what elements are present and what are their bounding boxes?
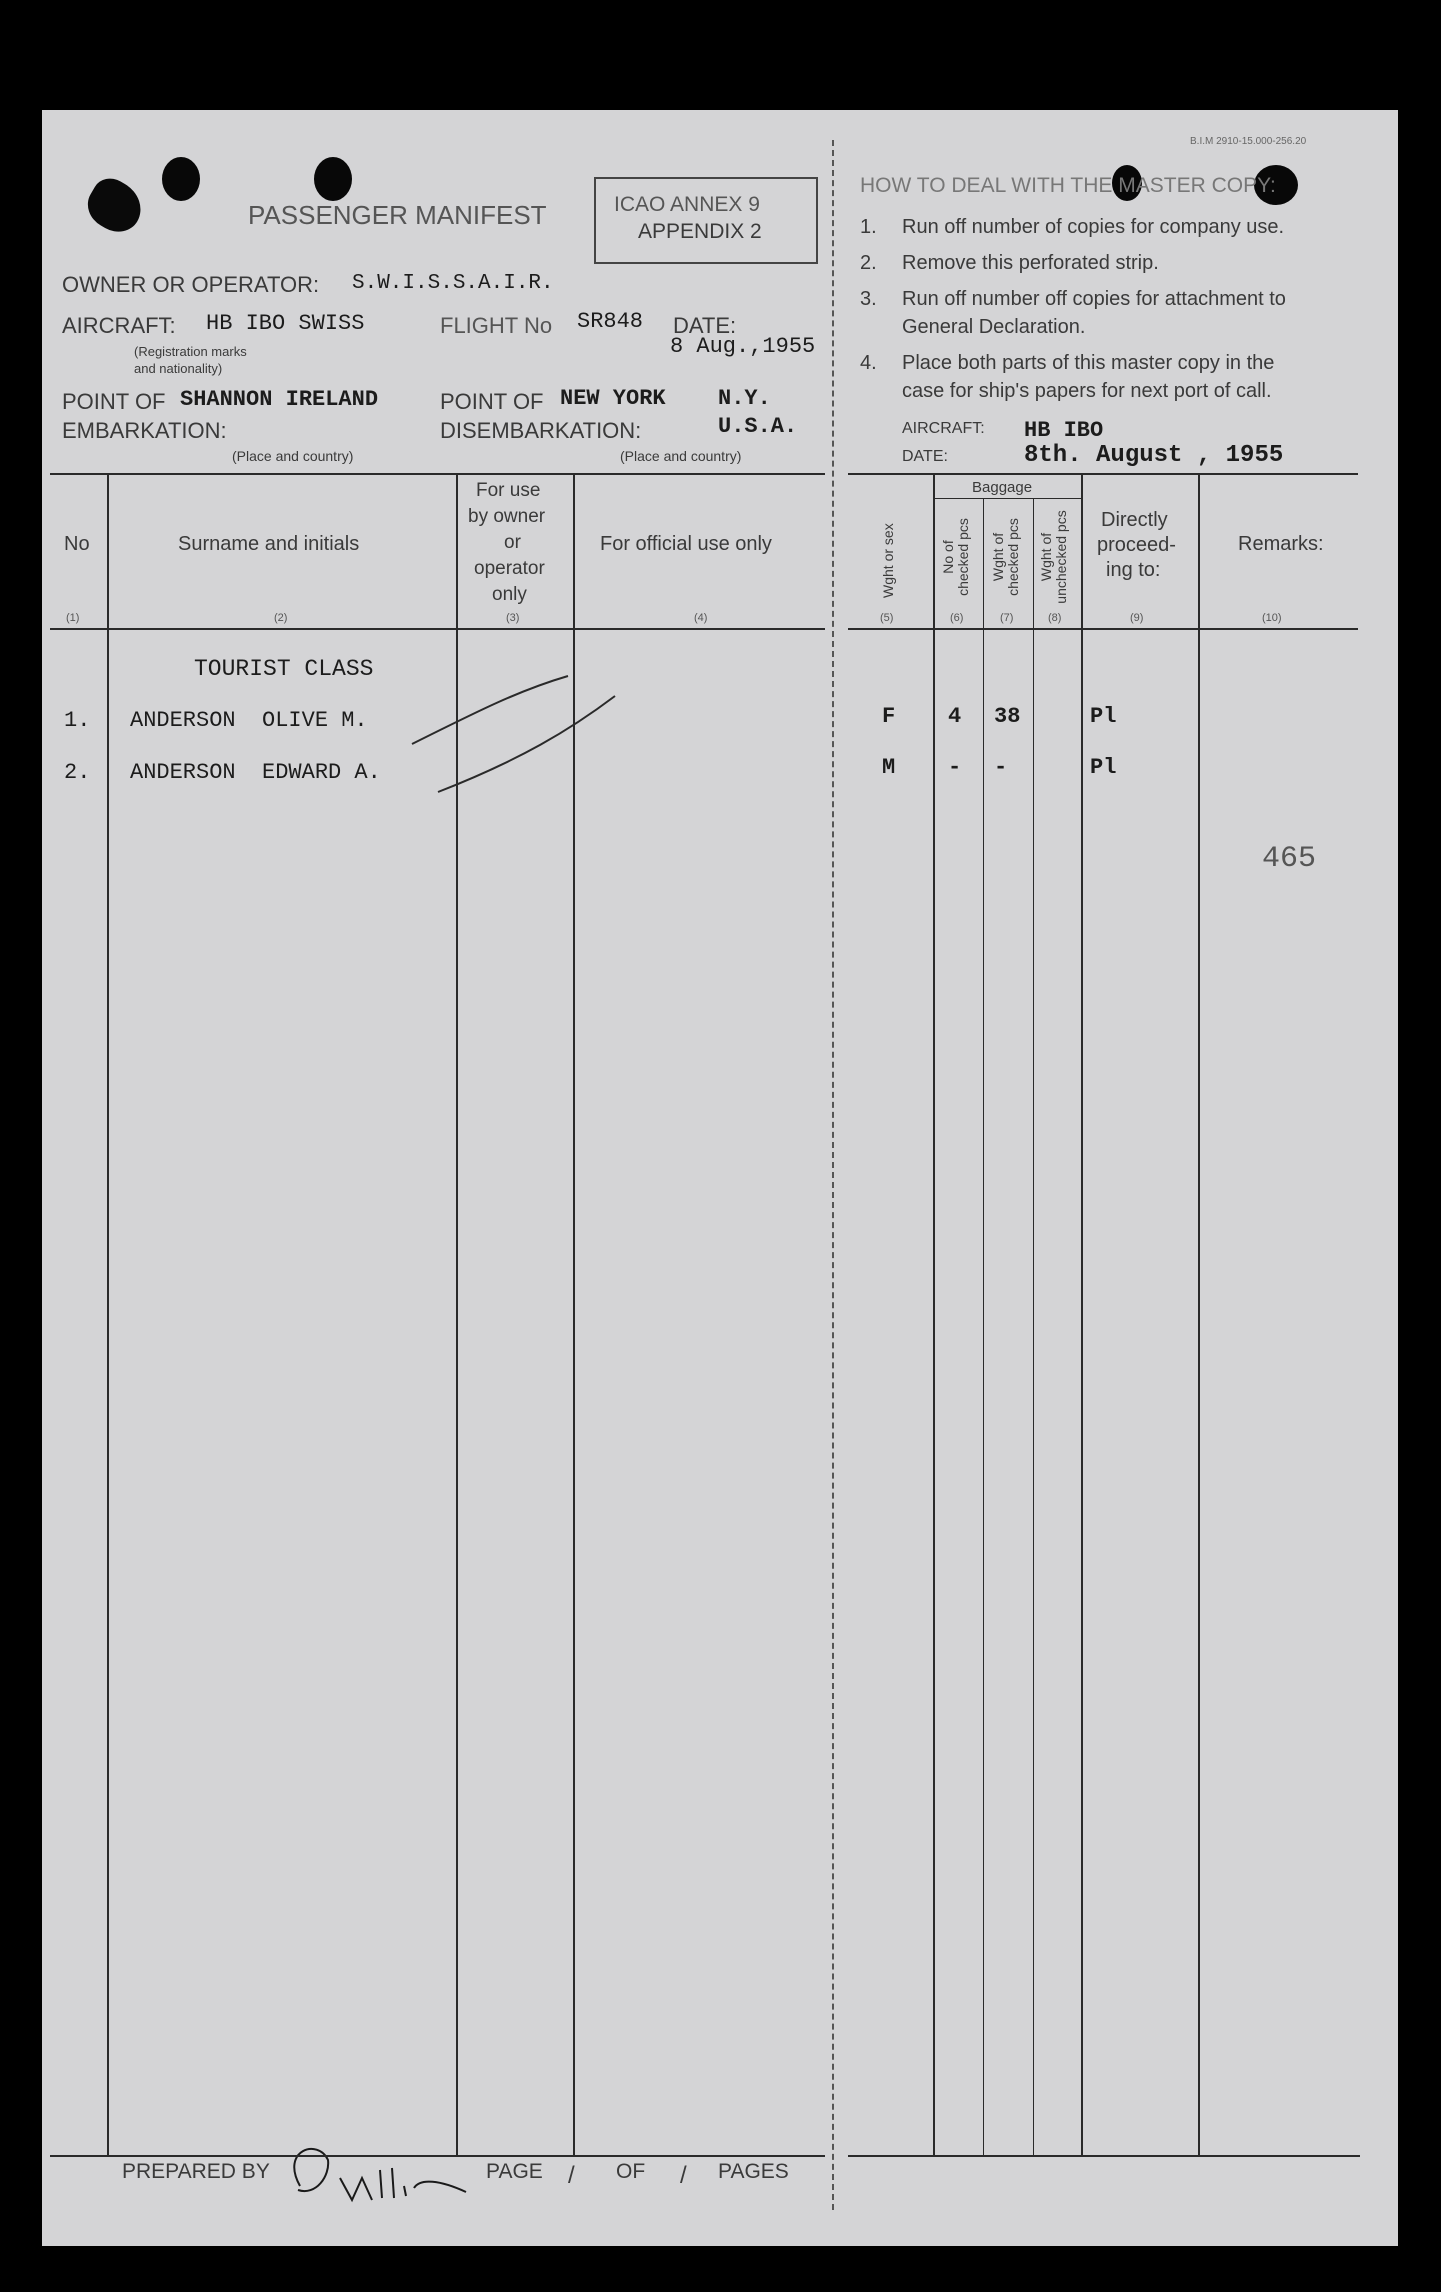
row-2-no: 2. — [64, 760, 91, 785]
footer-line-right — [848, 2155, 1360, 2157]
col-header-owner-use-1: For use — [476, 480, 541, 501]
date-value: 8 Aug.,1955 — [670, 334, 816, 359]
instruction-4-num: 4. — [860, 352, 877, 374]
col-header-directly-3: ing to: — [1106, 559, 1161, 581]
col-header-wght-sex: Wght or sex — [880, 523, 896, 598]
row-1-name: ANDERSON OLIVE M. — [130, 708, 368, 733]
aircraft-label: AIRCRAFT: — [62, 313, 176, 338]
annex-line-2: APPENDIX 2 — [638, 220, 762, 243]
col-num-8: (8) — [1048, 612, 1062, 624]
col-num-5: (5) — [880, 612, 894, 624]
footer-line-left — [50, 2155, 825, 2157]
row-1-no: 1. — [64, 708, 91, 733]
pages-label: PAGES — [718, 2160, 789, 2183]
of-label: OF — [616, 2160, 646, 2183]
instructions-title: HOW TO DEAL WITH THE MASTER COPY: — [860, 174, 1276, 197]
col-header-owner-use-2: by owner — [468, 506, 546, 527]
disembarkation-label-2: DISEMBARKATION: — [440, 418, 642, 443]
col-header-owner-use-5: only — [492, 584, 527, 605]
col-header-owner-use-3: or — [504, 532, 521, 553]
instruction-2-text: Remove this perforated strip. — [902, 252, 1159, 274]
registration-note-1: (Registration marks — [134, 344, 247, 359]
place-country-note-2: (Place and country) — [620, 448, 742, 464]
disembarkation-label-1: POINT OF — [440, 389, 544, 414]
col-header-remarks: Remarks: — [1238, 533, 1324, 555]
disembarkation-value-1: NEW YORK — [560, 386, 666, 411]
row-2-pcs: - — [948, 755, 962, 780]
master-date-value: 8th. August , 1955 — [1024, 442, 1284, 469]
prepared-by-label: PREPARED BY — [122, 2160, 270, 2183]
row-1-wght: 38 — [994, 704, 1021, 729]
instruction-1-text: Run off number of copies for company use. — [902, 216, 1285, 238]
page-label: PAGE — [486, 2160, 543, 2183]
master-date-label: DATE: — [902, 448, 948, 465]
date-label: DATE: — [673, 313, 737, 338]
pen-stroke-2 — [438, 696, 615, 792]
row-1-pcs: 4 — [948, 704, 962, 729]
of-value: / — [680, 2162, 687, 2189]
flight-label: FLIGHT No — [440, 313, 553, 338]
instruction-1-num: 1. — [860, 216, 877, 238]
row-1-sex: F — [882, 704, 896, 729]
col-num-2: (2) — [274, 612, 288, 624]
col-header-directly-1: Directly — [1101, 509, 1168, 531]
row-2-dest: Pl — [1090, 755, 1117, 780]
disembarkation-value-2: N.Y. — [718, 386, 771, 411]
col-header-directly-2: proceed- — [1097, 534, 1176, 556]
page-title: PASSENGER MANIFEST — [248, 200, 547, 230]
pen-stroke-1 — [412, 676, 568, 744]
row-1-dest: Pl — [1090, 704, 1117, 729]
col-header-wght-checked: Wght of checked pcs — [990, 518, 1021, 596]
annex-line-1: ICAO ANNEX 9 — [614, 193, 760, 216]
flight-value: SR848 — [577, 309, 644, 334]
registration-note-2: and nationality) — [134, 361, 223, 376]
embarkation-label-1: POINT OF — [62, 389, 166, 414]
col-num-3: (3) — [506, 612, 520, 624]
disembarkation-value-3: U.S.A. — [718, 414, 798, 439]
master-aircraft-value: HB IBO — [1024, 418, 1104, 443]
col-num-10: (10) — [1262, 612, 1282, 624]
aircraft-value: HB IBO SWISS — [206, 311, 365, 336]
col-header-wght-unchecked: Wght of unchecked pcs — [1038, 510, 1069, 604]
col-num-1: (1) — [66, 612, 80, 624]
col-num-7: (7) — [1000, 612, 1014, 624]
row-2-wght: - — [994, 755, 1008, 780]
instruction-3-text-2: General Declaration. — [902, 316, 1086, 338]
owner-label: OWNER OR OPERATOR: — [62, 272, 320, 297]
embarkation-label-2: EMBARKATION: — [62, 418, 227, 443]
instruction-4-text-2: case for ship's papers for next port of call. — [902, 380, 1272, 402]
owner-value: S.W.I.S.S.A.I.R. — [352, 272, 554, 295]
instruction-3-text: Run off number off copies for attachment to — [902, 288, 1286, 310]
page-number-stamp: 465 — [1262, 842, 1317, 876]
row-2-name: ANDERSON EDWARD A. — [130, 760, 381, 785]
col-num-9: (9) — [1130, 612, 1144, 624]
col-num-4: (4) — [694, 612, 708, 624]
place-country-note-1: (Place and country) — [232, 448, 354, 464]
col-header-official: For official use only — [600, 533, 772, 555]
embarkation-value: SHANNON IRELAND — [180, 387, 379, 412]
page-value: / — [568, 2162, 575, 2189]
form-code: B.I.M 2910-15.000-256.20 — [1190, 136, 1307, 147]
col-header-surname: Surname and initials — [178, 533, 360, 555]
col-header-baggage: Baggage — [972, 479, 1033, 496]
col-header-no-checked: No of checked pcs — [940, 518, 971, 596]
master-aircraft-label: AIRCRAFT: — [902, 420, 985, 437]
instruction-2-num: 2. — [860, 252, 877, 274]
class-heading: TOURIST CLASS — [194, 656, 374, 682]
col-num-6: (6) — [950, 612, 964, 624]
row-2-sex: M — [882, 755, 896, 780]
instruction-4-text: Place both parts of this master copy in the — [902, 352, 1275, 374]
col-header-owner-use-4: operator — [474, 558, 545, 579]
instruction-3-num: 3. — [860, 288, 877, 310]
col-header-no: No — [64, 533, 90, 555]
